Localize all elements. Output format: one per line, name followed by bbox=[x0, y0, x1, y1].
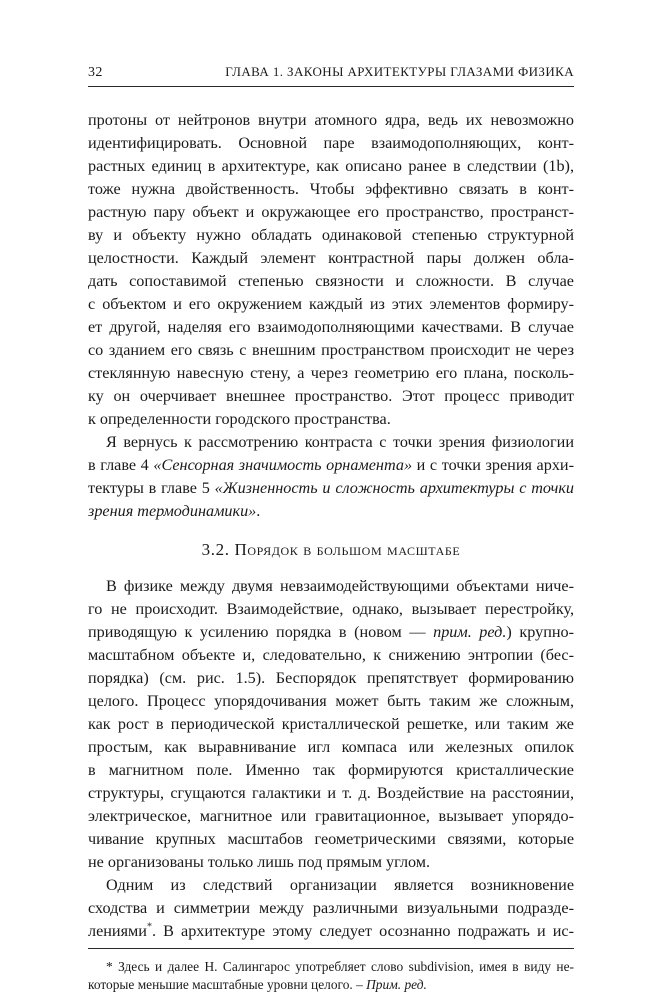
text-line: Я вернусь к рассмотрению контраста с точки зрения физиологии bbox=[106, 433, 574, 451]
footnote-line bbox=[88, 976, 574, 994]
footnote-rule bbox=[88, 948, 574, 949]
text-line: В физике между двумя невзаимодействующими объектами ниче- bbox=[106, 577, 574, 595]
paragraph-order-physics bbox=[88, 575, 574, 874]
editor-note-italic: прим. ред. bbox=[433, 623, 507, 641]
paragraph-cross-reference bbox=[88, 431, 574, 523]
text-line: ку он очерчивает внешнее пространство. Этот процесс приводит bbox=[88, 387, 574, 405]
text-line bbox=[88, 621, 574, 644]
text-line: растную пару объект и окружающее его пространство, пространст- bbox=[88, 203, 574, 221]
text-line: электрическое, магнитное или гравитационное, вызывает упорядо- bbox=[88, 807, 574, 825]
text-line: стеклянную навесную стену, а через геометрию его плана, посколь- bbox=[88, 364, 574, 382]
text-run: . bbox=[256, 502, 261, 520]
text-line bbox=[88, 477, 574, 500]
text-line: не организованы только лишь под прямым углом. bbox=[88, 853, 431, 871]
page-number: 32 bbox=[88, 65, 103, 80]
text-line bbox=[88, 500, 574, 523]
text-line: го не происходит. Взаимодействие, однако, вызывает перестройку, bbox=[88, 600, 574, 618]
book-page bbox=[88, 64, 574, 994]
text-run: лениями bbox=[88, 922, 147, 940]
text-line: ву и объекту нужно обладать одинаковой степенью структурной bbox=[88, 226, 574, 244]
text-run: которые меньшие масштабные уровни целого. – bbox=[88, 977, 367, 992]
running-title: ГЛАВА 1. ЗАКОНЫ АРХИТЕКТУРЫ ГЛАЗАМИ ФИЗИКА bbox=[225, 64, 574, 79]
text-line: как рост в периодической кристаллической решетке, или таким же bbox=[88, 715, 574, 733]
chapter-title-italic: зрения термодинамики» bbox=[88, 502, 257, 520]
text-run: ) крупно- bbox=[506, 623, 574, 641]
text-line: протоны от нейтронов внутри атомного ядра, ведь их невозможно bbox=[88, 111, 574, 129]
text-line: дать сопоставимой степенью связности и сложности. В случае bbox=[88, 272, 574, 290]
text-run: и с точки зрения архи- bbox=[412, 456, 574, 474]
text-line: целого. Процесс упорядочивания может быть таким же сложным, bbox=[88, 692, 574, 710]
text-line: масштабном объекте и, следовательно, к снижению энтропии (бес- bbox=[88, 646, 574, 664]
text-line: порядка) (см. рис. 1.5). Беспорядок препятствует формированию bbox=[88, 669, 574, 687]
text-line: структуры, сгущаются галактики и т. д. Воздействие на расстоянии, bbox=[88, 784, 574, 802]
footnote bbox=[88, 958, 574, 994]
text-line: тоже нужна двойственность. Чтобы эффективно связать в конт- bbox=[88, 180, 574, 198]
paragraph-contrast-pair bbox=[88, 109, 574, 431]
text-line bbox=[88, 454, 574, 477]
text-line: Одним из следствий организации является возникновение bbox=[106, 876, 574, 894]
text-run: приводящую к усилению порядка в (новом — bbox=[88, 623, 434, 641]
text-line: идентифицировать. Основной паре взаимодополняющих, конт- bbox=[88, 134, 574, 152]
chapter-title-italic: «Жизненность и сложность архитектуры с точки bbox=[214, 479, 574, 497]
text-line: целостности. Каждый элемент контрастной пары должен обла- bbox=[88, 249, 574, 267]
editor-note-italic: Прим. ред. bbox=[366, 977, 427, 992]
text-run: в главе 4 bbox=[88, 456, 154, 474]
footnote-marker: * bbox=[146, 921, 152, 933]
chapter-title-italic: «Сенсорная значимость орнамента» bbox=[153, 456, 413, 474]
footnote-line: * Здесь и далее Н. Салингарос употребляет слово subdivision, имея в виду не- bbox=[106, 959, 574, 974]
text-line: с объектом и его окружением каждый из этих элементов формиру- bbox=[88, 295, 574, 313]
text-line bbox=[88, 920, 574, 943]
body-text bbox=[88, 109, 574, 994]
text-line: простым, как выравнивание игл компаса или железных опилок bbox=[88, 738, 574, 756]
section-heading bbox=[88, 538, 574, 562]
paragraph-symmetry bbox=[88, 874, 574, 943]
text-run: тектуры в главе 5 bbox=[88, 479, 215, 497]
text-line: со зданием его связь с внешним пространством происходит не через bbox=[88, 341, 574, 359]
text-line: растных единиц в архитектуре, как описано ранее в следствии (1b), bbox=[88, 157, 574, 175]
text-line: сходства и симметрии между различными визуальными подразде- bbox=[88, 899, 574, 917]
text-line: ет другой, наделяя его взаимодополняющими качествами. В случае bbox=[88, 318, 574, 336]
section-number: 3.2. bbox=[201, 540, 230, 559]
text-line: к определенности городского пространства. bbox=[88, 410, 391, 428]
running-header bbox=[88, 64, 574, 87]
text-line: чивание крупных масштабов геометрическими связями, которые bbox=[88, 830, 574, 848]
section-title: Порядок в большом масштабе bbox=[234, 540, 461, 559]
text-run: . В архитектуре этому следует осознанно подражать и ис- bbox=[151, 922, 574, 940]
text-line: в магнитном поле. Именно так формируются кристаллические bbox=[88, 761, 574, 779]
